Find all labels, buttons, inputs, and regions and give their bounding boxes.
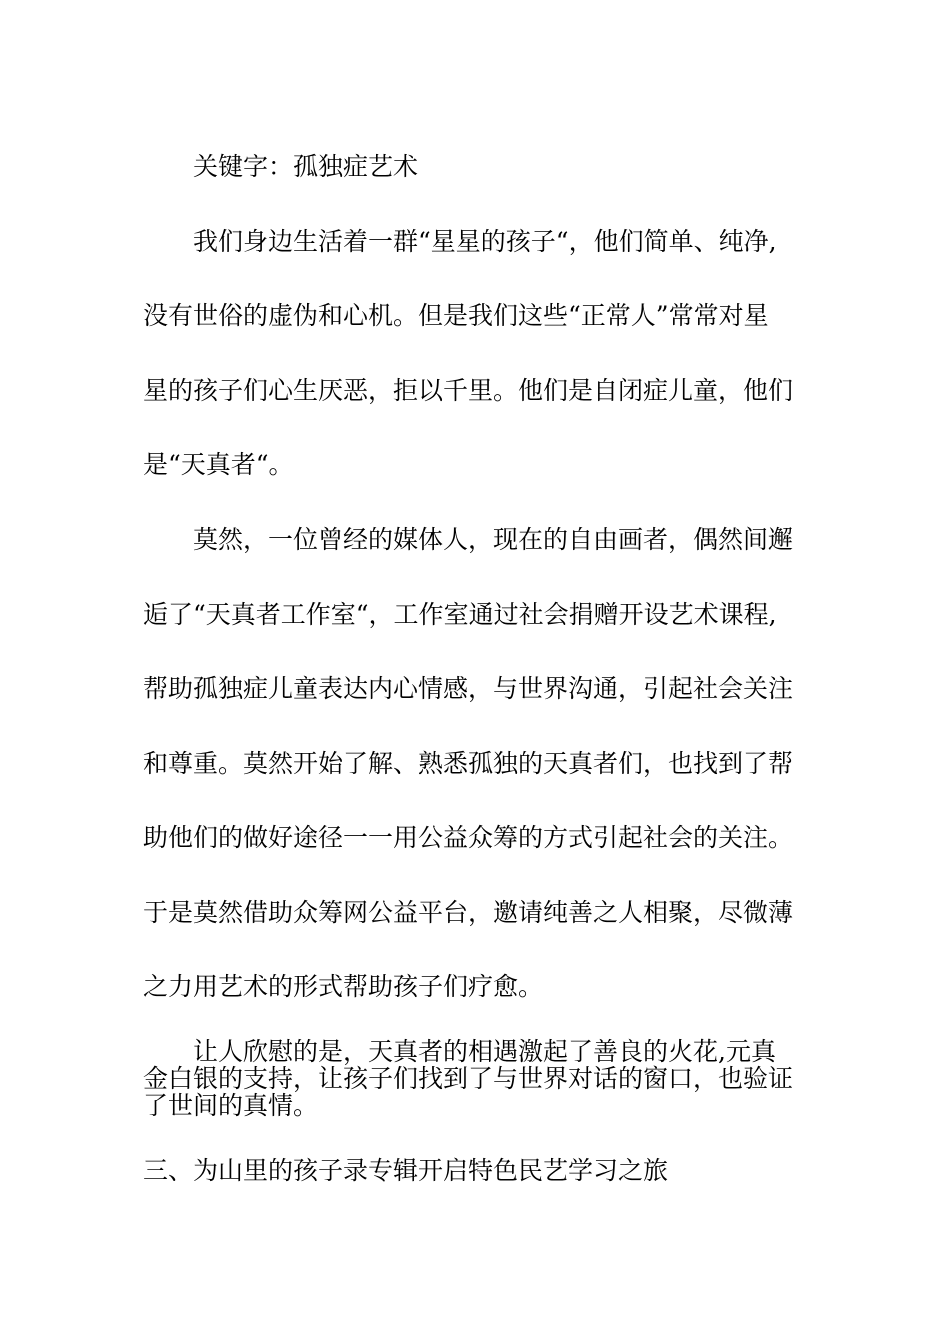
paragraph-2-line-1: 莫然，一位曾经的媒体人，现在的自由画者，偶然间邂 bbox=[193, 525, 794, 554]
paragraph-2-line-7: 之力用艺术的形式帮助孩子们疗愈。 bbox=[143, 972, 544, 1001]
paragraph-3-line-3: 了世间的真情。 bbox=[143, 1091, 319, 1120]
paragraph-1-line-1: 我们身边生活着一群“星星的孩子“，他们简单、纯净, bbox=[193, 227, 777, 256]
paragraph-3-line-1: 让人欣慰的是，天真者的相遇激起了善良的火花,元真 bbox=[193, 1037, 776, 1066]
paragraph-3-line-2: 金白银的支持，让孩子们找到了与世界对话的窗口，也验证 bbox=[143, 1064, 794, 1093]
paragraph-2-line-5: 助他们的做好途径一一用公益众筹的方式引起社会的关注。 bbox=[143, 823, 794, 852]
paragraph-1-line-4: 是“天真者“。 bbox=[143, 450, 294, 479]
paragraph-2-line-3: 帮助孤独症儿童表达内心情感，与世界沟通，引起社会关注 bbox=[143, 674, 794, 703]
paragraph-2-line-2: 逅了“天真者工作室“，工作室通过社会捐赠开设艺术课程, bbox=[143, 600, 777, 629]
paragraph-1-line-2: 没有世俗的虚伪和心机。但是我们这些“正常人”常常对星 bbox=[143, 301, 769, 330]
paragraph-2-line-4: 和尊重。莫然开始了解、熟悉孤独的天真者们，也找到了帮 bbox=[143, 749, 794, 778]
paragraph-2-line-6: 于是莫然借助众筹网公益平台，邀请纯善之人相聚，尽微薄 bbox=[143, 898, 794, 927]
keywords-line: 关键字：孤独症艺术 bbox=[193, 152, 419, 181]
section-heading: 三、为山里的孩子录专辑开启特色民艺学习之旅 bbox=[143, 1156, 669, 1185]
paragraph-1-line-3: 星的孩子们心生厌恶，拒以千里。他们是自闭症儿童，他们 bbox=[143, 376, 794, 405]
